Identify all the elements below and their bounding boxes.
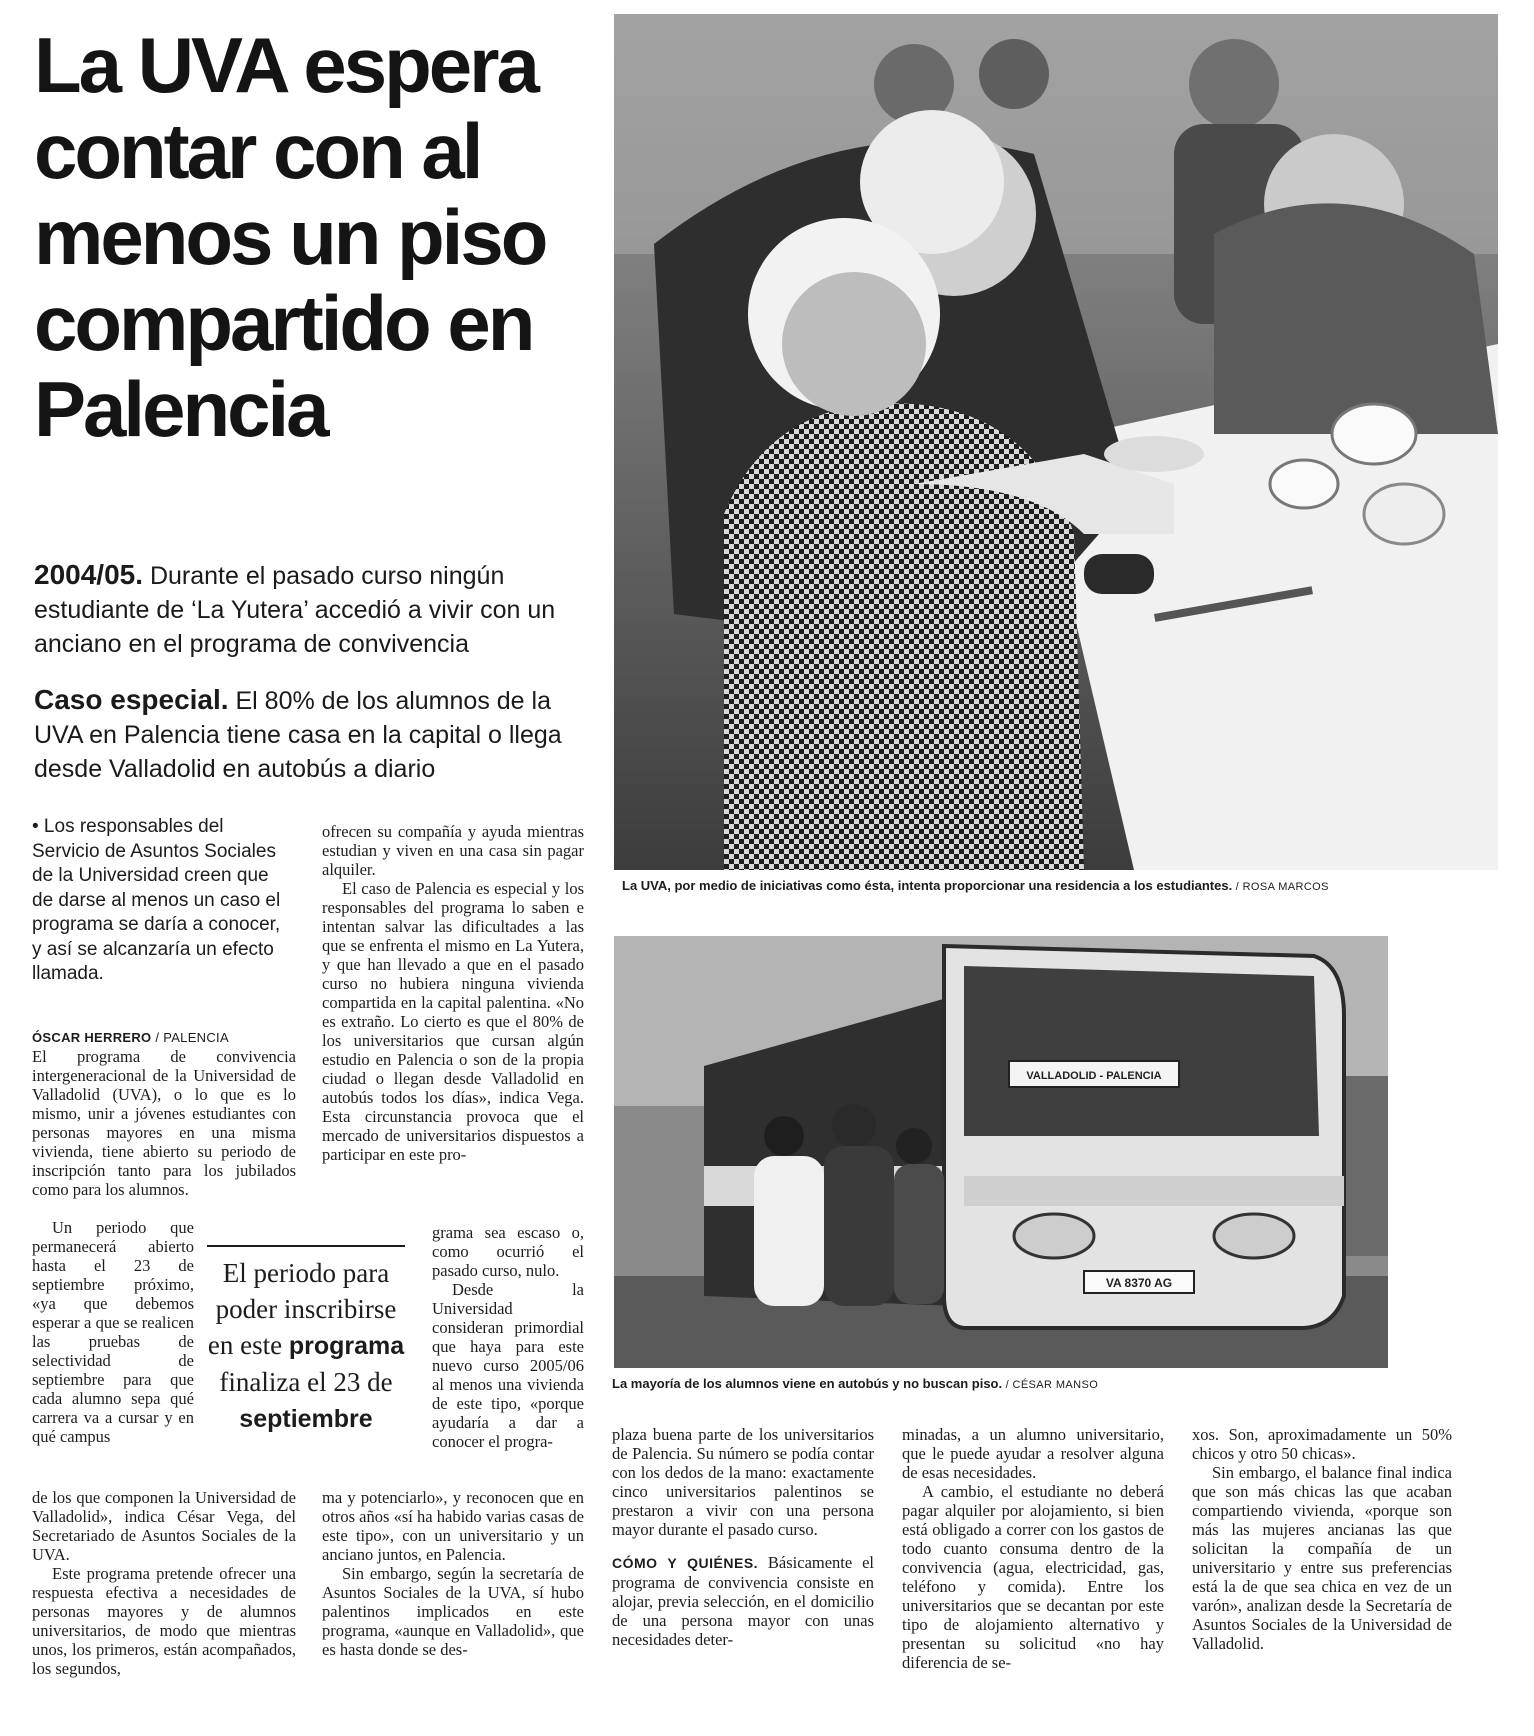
- photo-bus: [614, 936, 1388, 1368]
- paragraph: Este programa pretende ofrecer una respuesta efectiva a necesidades de personas mayores y de alumnos universitarios, de modo que mientras unos, los primeros, están acompañados, los segundos,: [32, 1564, 296, 1678]
- deck-2-text: El 80% de los alumnos de la UVA en Palencia tiene casa en la capital o llega desde Valladolid en autobús a diario: [34, 687, 562, 783]
- photo-2-caption: [612, 1376, 1098, 1391]
- paragraph: ma y potenciarlo», y reconocen que en otros años «sí ha habido varias casas de este tipo», con un universitario y un anciano juntos, en Palencia.: [322, 1488, 584, 1564]
- paragraph: grama sea escaso o, como ocurrió el pasado curso, nulo.: [432, 1223, 584, 1280]
- column-2-tail: [322, 1488, 584, 1659]
- paragraph: Sin embargo, el balance final indica que son más chicas las que acaban compartiendo vivienda, «porque son más las mujeres ancianas las que solicitan la compañía de un universitario y entre sus preferencias está la de que sea chica en vez de un varón», analizan desde la Secretaría de Asuntos Sociales de la Universidad de Valladolid.: [1192, 1463, 1452, 1653]
- paragraph: [612, 1553, 874, 1649]
- paragraph: Sin embargo, según la secretaría de Asuntos Sociales de la UVA, sí hubo palentinos implicados en este programa, «aunque en Valladolid», que es hasta donde se des-: [322, 1564, 584, 1659]
- headline: La UVA espera contar con al menos un piso compartido en Palencia: [34, 21, 546, 453]
- paragraph: Un periodo que permanecerá abierto hasta el 23 de septiembre próximo, «ya que debemos esperar a que se realicen las pruebas de selectividad de septiembre para que cada alumno sepa qué carrera va a cursar y en qué campus: [32, 1218, 194, 1446]
- deck-1: [34, 558, 604, 661]
- paragraph: minadas, a un alumno universitario, que le puede ayudar a resolver alguna de esas necesidades.: [902, 1425, 1164, 1482]
- column-1-tail: [32, 1488, 296, 1678]
- column-2: [322, 822, 584, 1164]
- photo-bus-illustration: [614, 936, 1388, 1368]
- byline-author: ÓSCAR HERRERO: [32, 1030, 152, 1045]
- column-2-narrow: [432, 1223, 584, 1451]
- paragraph: El programa de convivencia intergeneracional de la Universidad de Valladolid (UVA), o lo que es lo mismo, unir a jóvenes estudiantes con personas mayores en una misma vivienda, tiene abierto su periodo de inscripción tanto para los jubilados como para los alumnos.: [32, 1047, 296, 1199]
- photo-1-caption: [622, 878, 1329, 893]
- column-3: [612, 1425, 874, 1649]
- paragraph: plaza buena parte de los universitarios de Palencia. Su número se podía contar con los dedos de la mano: exactamente cinco universitarios palentinos se prestaron a vivir con una persona mayor durante el pasado curso.: [612, 1425, 874, 1539]
- deck-2-lead: Caso especial.: [34, 684, 229, 715]
- column-5: [1192, 1425, 1452, 1653]
- paragraph: El caso de Palencia es especial y los responsables del programa lo saben e intentan salvar las dificultades a las que se enfrenta el mismo en La Yutera, y que han llevado a que en el pasado curso no hubiera ninguna vivienda compartida en la capital palentina. «No es extraño. Lo cierto es que el 80% de los universitarios que cursan algún estudio en Palencia o son de la propia ciudad o llegan desde Valladolid en autobús todos los días», indica Vega. Esta circunstancia provoca que el mercado de universitarios dispuestos a participar en este pro-: [322, 879, 584, 1164]
- caption-text: La UVA, por medio de iniciativas como ésta, intenta proporcionar una residencia a los estudiantes.: [622, 878, 1233, 893]
- column-4: [902, 1425, 1164, 1672]
- byline-place: / PALENCIA: [151, 1030, 229, 1045]
- pull-quote-bold-1: programa: [288, 1332, 405, 1360]
- pull-quote-pre: El periodo para poder inscribirse en este: [207, 1258, 397, 1360]
- paragraph-text: Básicamente el programa de convivencia consiste en alojar, previa selección, en el domicilio de una persona mayor con unas necesidades deter-: [612, 1553, 874, 1649]
- column-1: [32, 1028, 296, 1199]
- pull-quote-mid: finaliza el 23 de: [219, 1367, 393, 1397]
- bus-license-plate: VA 8370 AG: [1105, 1276, 1173, 1290]
- deck-1-lead: 2004/05.: [34, 559, 143, 590]
- paragraph: A cambio, el estudiante no deberá pagar alquiler por alojamiento, si bien está obligado a correr con los gastos de todo cuanto consuma dentro de la convivencia (agua, electricidad, gas, teléfono y comida). Entre los universitarios que se decantan por este tipo de alojamiento alternativo y presentan su solicitud «no hay diferencia de se-: [902, 1482, 1164, 1672]
- column-1-narrow: [32, 1218, 194, 1446]
- pull-quote: [207, 1245, 405, 1437]
- photo-credit: / CÉSAR MANSO: [1002, 1379, 1099, 1391]
- section-lead-in: CÓMO Y QUIÉNES.: [612, 1555, 759, 1571]
- paragraph: Desde la Universidad consideran primordial que haya para este nuevo curso 2005/06 al menos una vivienda de este tipo, «porque ayudaría a dar a conocer el progra-: [432, 1280, 584, 1451]
- byline: [32, 1028, 296, 1047]
- pull-quote-bold-2: septiembre: [239, 1405, 373, 1433]
- deck-2: [34, 683, 604, 786]
- photo-elderly-lunch-illustration: [614, 14, 1498, 870]
- deck-1-text: Durante el pasado curso ningún estudiante de ‘La Yutera’ accedió a vivir con un anciano en el programa de convivencia: [34, 562, 556, 658]
- caption-text: La mayoría de los alumnos viene en autobús y no buscan piso.: [612, 1376, 1003, 1391]
- paragraph: xos. Son, aproximadamente un 50% chicos y otro 50 chicas».: [1192, 1425, 1452, 1463]
- paragraph: de los que componen la Universidad de Valladolid», indica César Vega, del Secretariado de Asuntos Sociales de la UVA.: [32, 1488, 296, 1564]
- photo-credit: / ROSA MARCOS: [1232, 881, 1329, 893]
- bus-destination-sign: VALLADOLID - PALENCIA: [1026, 1070, 1162, 1082]
- paragraph: ofrecen su compañía y ayuda mientras estudian y viven en una casa sin pagar alquiler.: [322, 822, 584, 879]
- intro-bullet: • Los responsables del Servicio de Asuntos Sociales de la Universidad creen que de darse al menos un caso el programa se daría a conocer, y así se alcanzaría un efecto llamada.: [32, 816, 281, 984]
- photo-elderly-lunch: [614, 14, 1498, 870]
